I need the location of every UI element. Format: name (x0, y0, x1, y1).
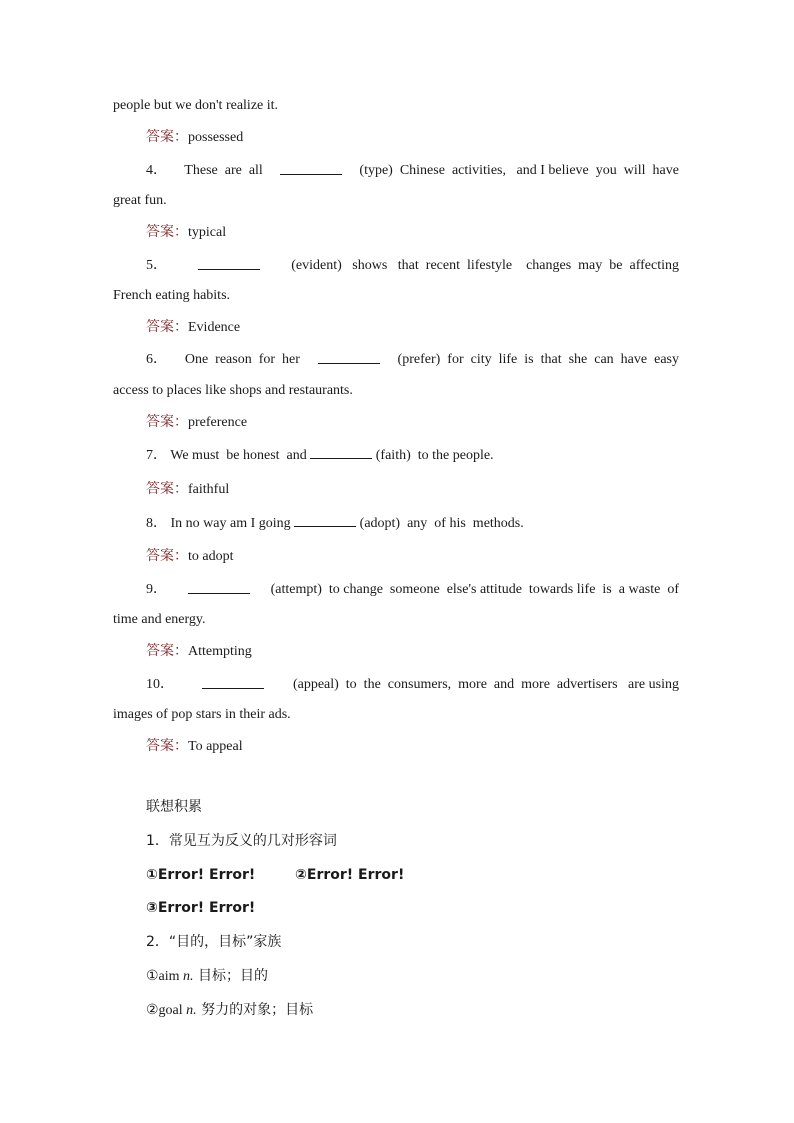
error-line-1 (146, 866, 404, 884)
question-9-cont: time and energy. (113, 612, 206, 627)
goal-entry: ②goal n. 努力的对象；目标 (146, 1002, 314, 1018)
answer-blank (198, 257, 260, 270)
question-6-cont: access to places like shops and restaurants. (113, 383, 353, 398)
answer-blank (202, 676, 264, 689)
question-10: 10． (appeal) to the consumers, more and more advertisers are using (146, 677, 679, 692)
question-10-cont: images of pop stars in their ads. (113, 707, 291, 722)
question-4-cont: great fun. (113, 193, 167, 208)
question-4: 4． These are all (type) Chinese activities, and I believe you will have (146, 163, 679, 178)
answer-label: 答案： (146, 129, 188, 145)
answer-3 (146, 128, 243, 147)
section-heading: 联想积累 (146, 799, 202, 815)
question-7: 7． We must be honest and (faith) to the people. (146, 448, 494, 463)
answer-blank (294, 514, 356, 527)
answer-4: 答案：typical (146, 224, 227, 240)
item-2-title: 2．“目的，目标”家族 (146, 934, 282, 950)
error-field-b: ②Error! Error! (295, 867, 405, 883)
answer-blank (280, 162, 342, 175)
answer-10: 答案：To appeal (146, 738, 243, 754)
question-6: 6． One reason for her (prefer) for city life is that she can have easy (146, 352, 679, 367)
answer-9: 答案：Attempting (146, 643, 252, 659)
answer-value: possessed (188, 130, 244, 145)
answer-5: 答案：Evidence (146, 319, 241, 335)
q3-continuation: people but we don't realize it. (113, 98, 279, 113)
answer-blank (188, 581, 250, 594)
question-5: 5． (evident) shows that recent lifestyle changes may be affecting (146, 258, 679, 273)
item-1-title: 1．常见互为反义的几对形容词 (146, 833, 337, 849)
answer-blank (318, 351, 380, 364)
question-9: 9． (attempt) to change someone else's attitude towards life is a waste of (146, 582, 679, 597)
error-field-a: ①Error! Error! (146, 867, 256, 883)
answer-blank (310, 446, 372, 459)
answer-7: 答案：faithful (146, 481, 230, 497)
aim-entry: ①aim n. 目标；目的 (146, 968, 268, 984)
answer-8: 答案：to adopt (146, 548, 234, 564)
answer-6: 答案：preference (146, 414, 248, 430)
error-field-c: ③Error! Error! (146, 900, 256, 916)
question-5-cont: French eating habits. (113, 288, 231, 303)
question-8: 8． In no way am I going (adopt) any of his methods. (146, 516, 524, 531)
